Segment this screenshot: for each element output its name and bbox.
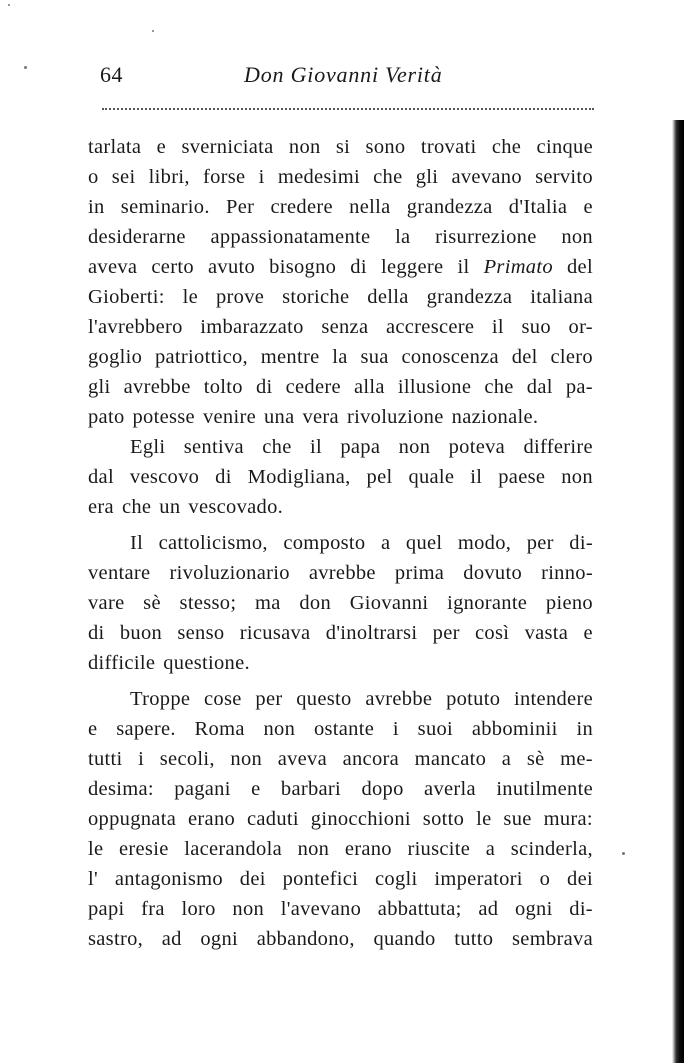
text-line: goglio patriottico, mentre la sua conoscenza del clero [88,346,593,368]
text-line: aveva certo avuto bisogno di leggere il Primato del [88,256,593,278]
paragraph [88,132,593,432]
text-line: o sei libri, forse i medesimi che gli avevano servito [88,166,593,188]
page-number: 64 [100,62,123,87]
text-line: Troppe cose per questo avrebbe potuto intendere [130,688,593,710]
text-line: ventare rivoluzionario avrebbe prima dovuto rinno- [88,562,593,584]
scan-speck [8,4,10,6]
text-line: oppugnata erano caduti ginocchioni sotto le sue mura: [88,808,593,830]
text-line: tarlata e sverniciata non si sono trovati che cinque [88,136,593,158]
header-rule [102,108,594,110]
text-line: papi fra loro non l'avevano abbattuta; ad ogni di- [88,898,593,920]
body-text [88,132,593,954]
text-line: Egli sentiva che il papa non poteva differire [130,436,593,458]
text-line: difficile questione. [88,652,250,674]
text-line: tutti i secoli, non aveva ancora mancato a sè me- [88,748,593,770]
text-line: Gioberti: le prove storiche della grandezza italiana [88,286,593,308]
text-line: in seminario. Per credere nella grandezza d'Italia e [88,196,593,218]
text-line: l'avrebbero imbarazzato senza accrescere il suo or- [88,316,593,338]
text-line: di buon senso ricusava d'inoltrarsi per così vasta e [88,622,593,644]
paragraph [88,528,593,678]
text-line: vare sè stesso; ma don Giovanni ignorante pieno [88,592,593,614]
paragraph [88,684,593,954]
text-line: l' antagonismo dei pontefici cogli imperatori o dei [88,868,593,890]
text-line: desiderarne appassionatamente la risurrezione non [88,226,593,248]
text-line: gli avrebbe tolto di cedere alla illusione che dal pa- [88,376,593,398]
paragraph [88,432,593,522]
text-line: le eresie lacerandola non erano riuscite a scinderla, [88,838,593,860]
text-line: sastro, ad ogni abbandono, quando tutto sembrava [88,928,593,950]
scan-speck [622,852,625,855]
text-line: desima: pagani e barbari dopo averla inutilmente [88,778,593,800]
page-edge [684,0,694,1063]
running-title: Don Giovanni Verità [244,62,443,87]
text-line: dal vescovo di Modigliana, pel quale il paese non [88,466,593,488]
text-line: Il cattolicismo, composto a quel modo, per di- [130,532,593,554]
scan-speck [152,30,154,32]
text-line: pato potesse venire una vera rivoluzione nazionale. [88,406,539,428]
page-spine-shadow [672,120,684,1063]
text-line: e sapere. Roma non ostante i suoi abbominii in [88,718,593,740]
page-header [100,62,590,96]
text-line: era che un vescovado. [88,496,284,518]
scan-speck [24,66,27,69]
